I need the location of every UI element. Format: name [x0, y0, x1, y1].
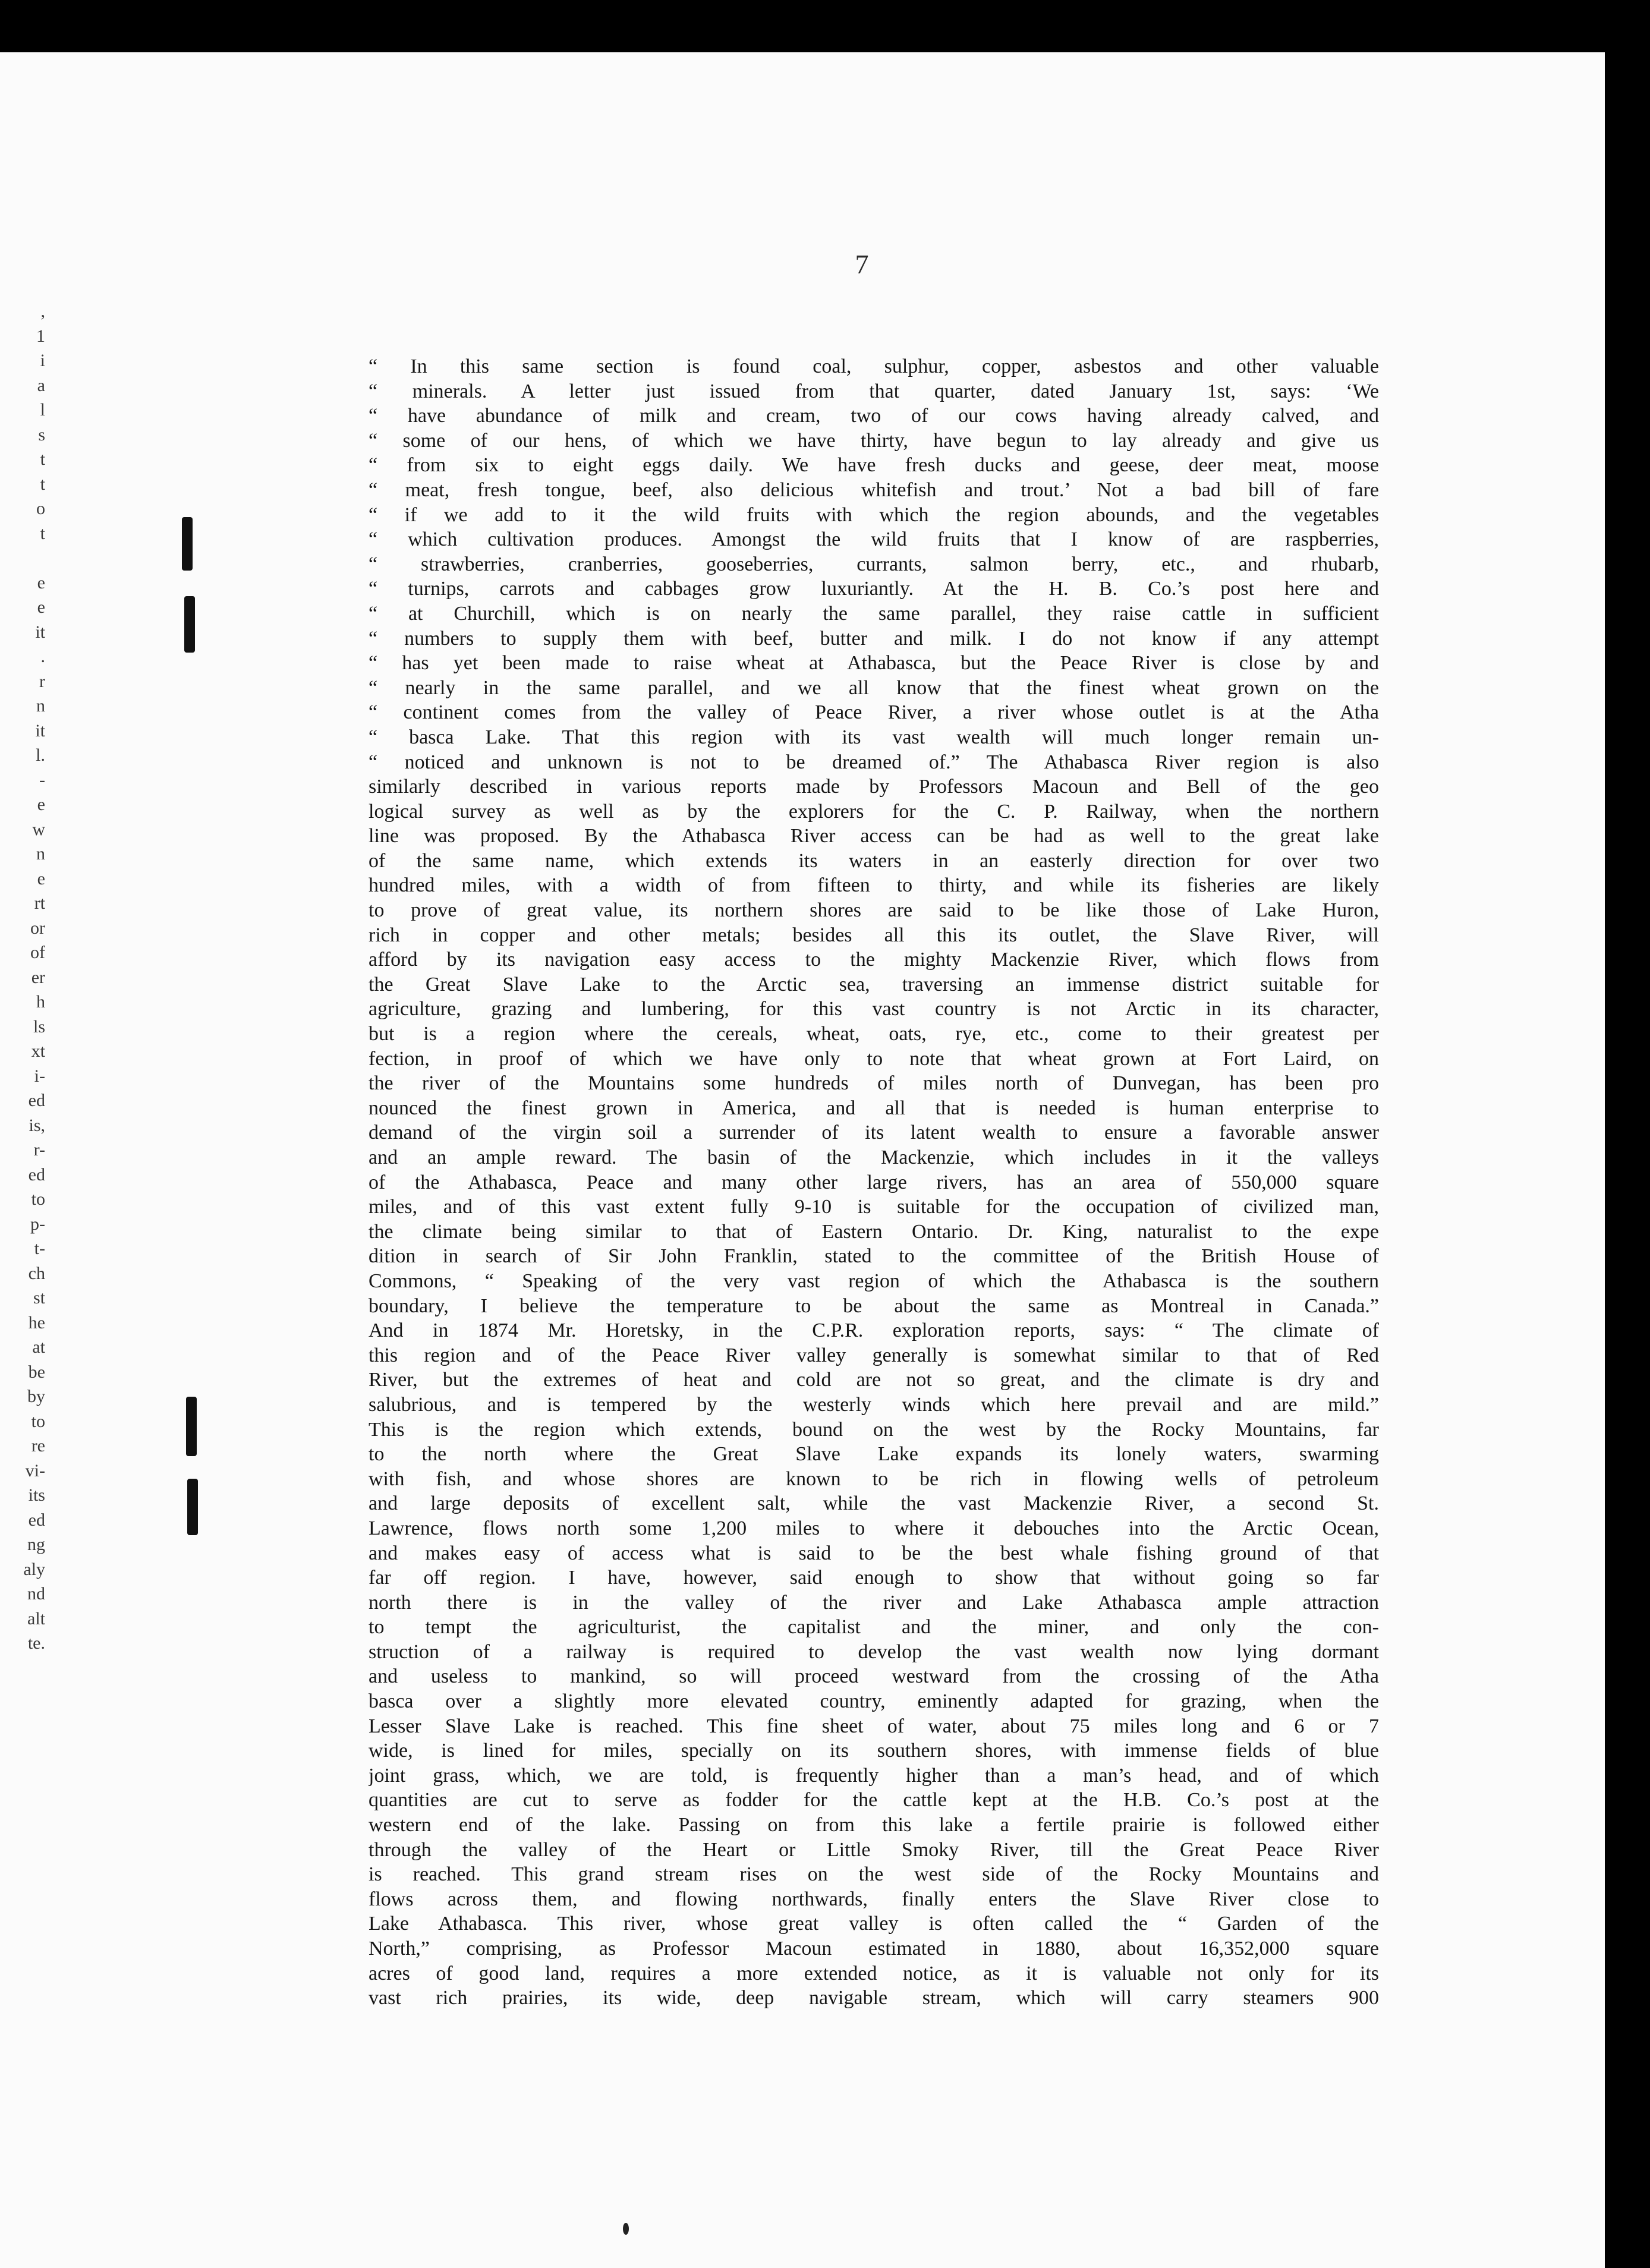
text-line: “ basca Lake. That this region with its vast wealth will much longer remain un-: [369, 726, 1379, 748]
margin-fragment: i-: [34, 1066, 45, 1086]
margin-fragment: t-: [34, 1239, 45, 1258]
margin-fragment: 1: [36, 326, 45, 346]
text-line: salubrious, and is tempered by the westerly winds which here prevail and are mild.”: [369, 1393, 1379, 1416]
margin-fragment: at: [32, 1337, 45, 1357]
margin-fragment: e: [37, 572, 45, 593]
text-line: “ nearly in the same parallel, and we all know that the finest wheat grown on the: [369, 676, 1379, 699]
margin-fragment: -: [39, 770, 45, 790]
margin-fragment: o: [36, 499, 45, 518]
margin-fragment: ed: [28, 1164, 45, 1185]
margin-fragment: a: [37, 375, 45, 395]
text-line: nounced the finest grown in America, and all that is needed is human enterprise to: [369, 1097, 1379, 1119]
text-line: dition in search of Sir John Franklin, stated to the committee of the British House of: [369, 1245, 1379, 1268]
text-line: demand of the virgin soil a surrender of its latent wealth to ensure a favorable answer: [369, 1122, 1379, 1144]
page-number: 7: [855, 249, 869, 279]
margin-fragment: it: [35, 622, 45, 642]
margin-fragment: re: [31, 1436, 45, 1456]
margin-fragment: p-: [30, 1214, 45, 1234]
margin-fragment: e: [37, 597, 45, 617]
text-line: but is a region where the cereals, wheat, oats, rye, etc., come to their greatest per: [369, 1023, 1379, 1045]
margin-fragment: r: [39, 671, 45, 691]
text-line: basca over a slightly more elevated country, eminently adapted for grazing, when the: [369, 1690, 1379, 1713]
text-line: River, but the extremes of heat and cold are not so great, and the climate is dry and: [369, 1369, 1379, 1391]
text-line: the Great Slave Lake to the Arctic sea, traversing an immense district suitable for: [369, 973, 1379, 996]
text-line: with fish, and whose shores are known to be rich in flowing wells of petroleum: [369, 1467, 1379, 1490]
text-line: Lesser Slave Lake is reached. This fine sheet of water, about 75 miles long and 6 or 7: [369, 1715, 1379, 1737]
left-margin-bleed-text: [4, 299, 45, 1656]
text-line: North,” comprising, as Professor Macoun estimated in 1880, about 16,352,000 square: [369, 1938, 1379, 1960]
margin-fragment: i: [40, 351, 45, 370]
text-line: flows across them, and flowing northwards, finally enters the Slave River close to: [369, 1888, 1379, 1910]
text-line: “ noticed and unknown is not to be dreamed of.” The Athabasca River region is also: [369, 751, 1379, 773]
margin-fragment: by: [27, 1387, 45, 1406]
margin-fragment: .: [40, 647, 45, 666]
text-line: of the same name, which extends its waters in an easterly direction for over two: [369, 849, 1379, 872]
text-line: vast rich prairies, its wide, deep navigable stream, which will carry steamers 900: [369, 1987, 1379, 2009]
text-line: joint grass, which, we are told, is frequently higher than a man’s head, and of which: [369, 1764, 1379, 1787]
text-line: “ have abundance of milk and cream, two of our cows having already calved, and: [369, 405, 1379, 427]
binding-mark: [184, 596, 195, 653]
margin-fragment: aly: [23, 1559, 45, 1579]
text-line: acres of good land, requires a more extended notice, as it is valuable not only for its: [369, 1962, 1379, 1984]
margin-fragment: ng: [27, 1535, 45, 1554]
text-line: to prove of great value, its northern shores are said to be like those of Lake Huron,: [369, 899, 1379, 922]
text-line: “ has yet been made to raise wheat at Athabasca, but the Peace River is close by and: [369, 652, 1379, 675]
text-line: this region and of the Peace River valley generally is somewhat similar to that of Red: [369, 1344, 1379, 1366]
text-line: “ continent comes from the valley of Peace River, a river whose outlet is at the Atha: [369, 701, 1379, 724]
text-line: and useless to mankind, so will proceed westward from the crossing of the Atha: [369, 1665, 1379, 1688]
margin-fragment: alt: [27, 1608, 45, 1628]
text-line: miles, and of this vast extent fully 9-10 is suitable for the occupation of civilized man,: [369, 1196, 1379, 1218]
text-line: “ which cultivation produces. Amongst the wild fruits that I know of are raspberries,: [369, 528, 1379, 551]
text-line: far off region. I have, however, said enough to show that without going so far: [369, 1567, 1379, 1589]
text-line: the river of the Mountains some hundreds of miles north of Dunvegan, has been pro: [369, 1072, 1379, 1095]
binding-mark: [187, 1479, 198, 1535]
margin-fragment: or: [30, 918, 45, 938]
margin-fragment: be: [28, 1362, 45, 1382]
margin-fragment: s: [38, 424, 45, 445]
text-line: Commons, “ Speaking of the very vast region of which the Athabasca is the southern: [369, 1270, 1379, 1292]
margin-fragment: vi-: [25, 1460, 45, 1480]
text-line: through the valley of the Heart or Little Smoky River, till the Great Peace River: [369, 1838, 1379, 1861]
text-line: fection, in proof of which we have only to note that wheat grown at Fort Laird, on: [369, 1047, 1379, 1070]
text-line: and an ample reward. The basin of the Mackenzie, which includes in it the valleys: [369, 1146, 1379, 1168]
text-line: logical survey as well as by the explorers for the C. P. Railway, when the northern: [369, 800, 1379, 823]
margin-fragment: [4, 546, 45, 571]
margin-fragment: n: [36, 696, 45, 716]
margin-fragment: to: [31, 1411, 45, 1431]
margin-fragment: l: [40, 400, 45, 420]
text-line: “ from six to eight eggs daily. We have fresh ducks and geese, deer meat, moose: [369, 454, 1379, 477]
margin-fragment: ch: [28, 1263, 45, 1283]
text-line: similarly described in various reports made by Professors Macoun and Bell of the geo: [369, 776, 1379, 798]
margin-fragment: t: [40, 523, 45, 543]
text-line: rich in copper and other metals; besides all this its outlet, the Slave River, will: [369, 924, 1379, 946]
margin-fragment: nd: [27, 1584, 45, 1604]
text-line: “ strawberries, cranberries, gooseberries, currants, salmon berry, etc., and rhubarb,: [369, 553, 1379, 575]
margin-fragment: w: [32, 819, 45, 839]
text-line: “ some of our hens, of which we have thirty, have begun to lay already and give us: [369, 429, 1379, 452]
margin-fragment: t: [40, 474, 45, 494]
margin-fragment: its: [28, 1485, 45, 1505]
margin-fragment: to: [31, 1189, 45, 1209]
text-line: and large deposits of excellent salt, while the vast Mackenzie River, a second St.: [369, 1492, 1379, 1515]
text-line: wide, is lined for miles, specially on its southern shores, with immense fields of blue: [369, 1740, 1379, 1762]
body-text: [369, 354, 1379, 2011]
margin-fragment: e: [37, 795, 45, 814]
text-line: is reached. This grand stream rises on the west side of the Rocky Mountains and: [369, 1863, 1379, 1886]
text-line: “ if we add to it the wild fruits with which the region abounds, and the vegetables: [369, 503, 1379, 526]
text-line: agriculture, grazing and lumbering, for this vast country is not Arctic in its character,: [369, 998, 1379, 1020]
text-line: quantities are cut to serve as fodder for the cattle kept at the H.B. Co.’s post at the: [369, 1789, 1379, 1812]
margin-fragment: rt: [34, 893, 45, 913]
text-line: to tempt the agriculturist, the capitalist and the miner, and only the con-: [369, 1616, 1379, 1639]
text-line: the climate being similar to that of Eastern Ontario. Dr. King, naturalist to the expe: [369, 1220, 1379, 1243]
text-line: This is the region which extends, bound on the west by the Rocky Mountains, far: [369, 1418, 1379, 1441]
margin-fragment: e: [37, 868, 45, 889]
text-line: western end of the lake. Passing on from this lake a fertile prairie is followed either: [369, 1814, 1379, 1837]
margin-fragment: ,: [40, 301, 45, 321]
text-line: boundary, I believe the temperature to be about the same as Montreal in Canada.”: [369, 1294, 1379, 1317]
margin-fragment: n: [36, 844, 45, 864]
text-line: struction of a railway is required to develop the vast wealth now lying dormant: [369, 1640, 1379, 1663]
text-line: to the north where the Great Slave Lake expands its lonely waters, swarming: [369, 1443, 1379, 1466]
margin-fragment: r-: [33, 1140, 45, 1160]
text-line: “ minerals. A letter just issued from that quarter, dated January 1st, says: ‘We: [369, 380, 1379, 402]
text-line: north there is in the valley of the river and Lake Athabasca ample attraction: [369, 1591, 1379, 1614]
text-line: hundred miles, with a width of from fifteen to thirty, and while its fisheries are likely: [369, 874, 1379, 897]
text-line: And in 1874 Mr. Horetsky, in the C.P.R. exploration reports, says: “ The climate of: [369, 1319, 1379, 1342]
margin-fragment: is,: [29, 1115, 45, 1135]
text-line: “ at Churchill, which is on nearly the same parallel, they raise cattle in sufficient: [369, 602, 1379, 625]
margin-fragment: he: [28, 1312, 45, 1333]
margin-fragment: h: [36, 992, 45, 1012]
text-line: “ meat, fresh tongue, beef, also delicious whitefish and trout.’ Not a bad bill of fare: [369, 478, 1379, 501]
margin-fragment: er: [31, 967, 45, 987]
text-line: Lawrence, flows north some 1,200 miles to where it debouches into the Arctic Ocean,: [369, 1517, 1379, 1539]
margin-fragment: it: [35, 720, 45, 741]
text-line: of the Athabasca, Peace and many other large rivers, has an area of 550,000 square: [369, 1171, 1379, 1193]
margin-fragment: te.: [27, 1633, 45, 1653]
margin-fragment: of: [30, 943, 45, 962]
text-line: afford by its navigation easy access to the mighty Mackenzie River, which flows from: [369, 949, 1379, 971]
ink-speck: [623, 2223, 629, 2235]
margin-fragment: ed: [28, 1091, 45, 1110]
text-line: “ numbers to supply them with beef, butter and milk. I do not know if any attempt: [369, 627, 1379, 650]
margin-fragment: l.: [36, 745, 45, 765]
text-line: “ In this same section is found coal, sulphur, copper, asbestos and other valuable: [369, 355, 1379, 377]
binding-mark: [182, 517, 193, 571]
binding-mark: [186, 1397, 197, 1456]
page: [0, 52, 1605, 2268]
margin-fragment: t: [40, 449, 45, 469]
margin-fragment: xt: [31, 1041, 45, 1061]
text-line: and makes easy of access what is said to be the best whale fishing ground of that: [369, 1542, 1379, 1564]
text-line: line was proposed. By the Athabasca River access can be had as well to the great lake: [369, 825, 1379, 848]
text-line: “ turnips, carrots and cabbages grow luxuriantly. At the H. B. Co.’s post here and: [369, 578, 1379, 600]
text-line: Lake Athabasca. This river, whose great valley is often called the “ Garden of the: [369, 1913, 1379, 1935]
margin-fragment: ls: [33, 1016, 45, 1037]
margin-fragment: ed: [28, 1510, 45, 1530]
margin-fragment: st: [33, 1288, 45, 1308]
